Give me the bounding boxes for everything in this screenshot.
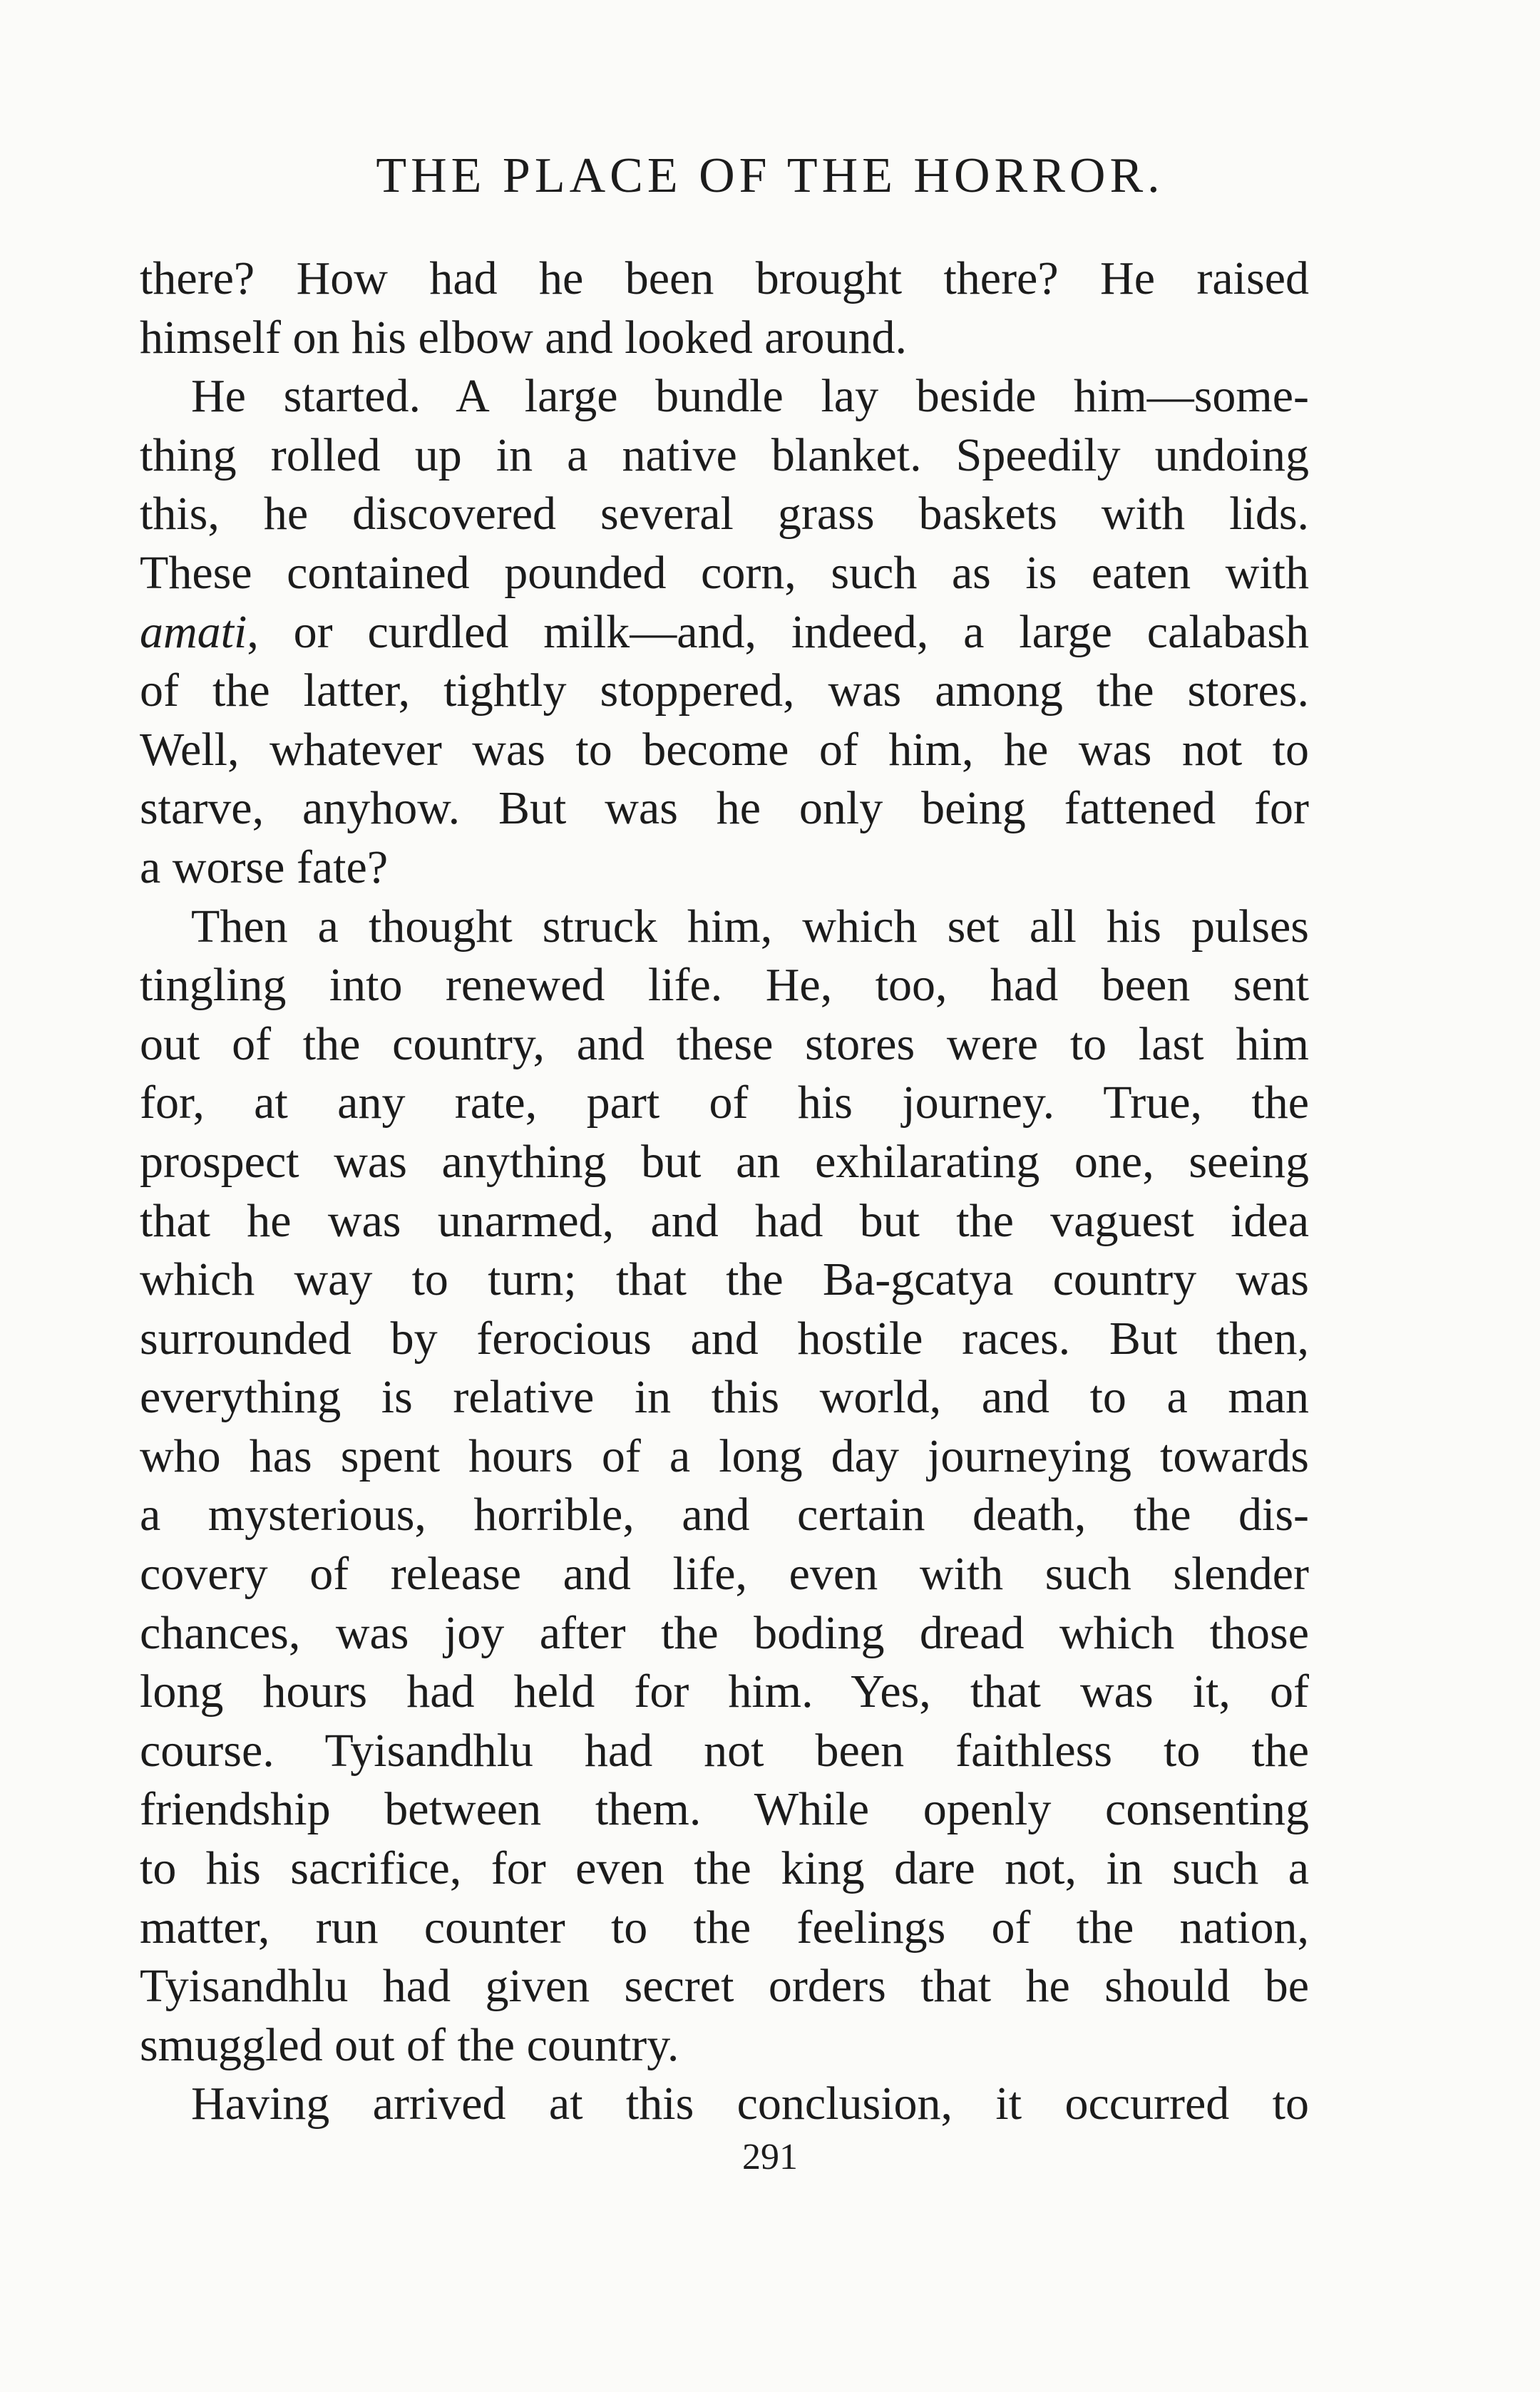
text-line: which way to turn; that the Ba-gcatya country was — [140, 1253, 1309, 1306]
text-line: Tyisandhlu had given secret orders that he should be — [140, 1960, 1309, 2013]
text-line: He started. A large bundle lay beside him—some- — [191, 370, 1309, 423]
text-line: prospect was anything but an exhilarating one, seeing — [140, 1135, 1309, 1188]
text-line: everything is relative in this world, and to a man — [140, 1371, 1309, 1424]
text-line: that he was unarmed, and had but the vaguest idea — [140, 1194, 1309, 1247]
text-line-with-italic — [140, 603, 1309, 662]
text-line: a mysterious, horrible, and certain death, the dis- — [140, 1489, 1309, 1541]
text-line: Having arrived at this conclusion, it occurred to — [191, 2078, 1309, 2130]
text-line: covery of release and life, even with such slender — [140, 1548, 1309, 1601]
text-line: a worse fate? — [140, 841, 389, 893]
text-line: who has spent hours of a long day journeying towards — [140, 1429, 1309, 1482]
text-line: tingling into renewed life. He, too, had been sent — [140, 959, 1309, 1012]
text-line: thing rolled up in a native blanket. Speedily undoing — [140, 428, 1309, 481]
text-line: of the latter, tightly stoppered, was among the stores. — [140, 664, 1309, 717]
text-line: this, he discovered several grass baskets with lids. — [140, 488, 1309, 540]
text-line: Then a thought struck him, which set all his pulses — [191, 900, 1309, 953]
running-title: THE PLACE OF THE HORROR. — [376, 148, 1164, 203]
text-line: long hours had held for him. Yes, that was it, of — [140, 1665, 1309, 1718]
text-line: out of the country, and these stores were to last him — [140, 1017, 1309, 1070]
text-line: for, at any rate, part of his journey. True, the — [140, 1077, 1309, 1129]
text-line: to his sacrifice, for even the king dare not, in such a — [140, 1842, 1309, 1895]
text-line: smuggled out of the country. — [140, 2018, 679, 2071]
page-number: 291 — [742, 2137, 798, 2177]
text-line: Well, whatever was to become of him, he was not to — [140, 723, 1309, 776]
text-line: These contained pounded corn, such as is eaten with — [140, 546, 1309, 599]
text-line: himself on his elbow and looked around. — [140, 311, 907, 364]
text-line: starve, anyhow. But was he only being fattened for — [140, 782, 1309, 835]
text-line: course. Tyisandhlu had not been faithless to the — [140, 1724, 1309, 1777]
text-line: chances, was joy after the boding dread which those — [140, 1606, 1309, 1659]
text-fragment: , or curdled milk—and, indeed, a large calabash — [247, 605, 1309, 658]
italic-word: amati — [140, 605, 247, 658]
body-text — [140, 250, 1309, 2134]
text-line: matter, run counter to the feelings of the nation, — [140, 1901, 1309, 1954]
text-line: surrounded by ferocious and hostile races. But then, — [140, 1312, 1309, 1365]
text-line: there? How had he been brought there? He raised — [140, 252, 1309, 304]
text-line: friendship between them. While openly consenting — [140, 1783, 1309, 1836]
